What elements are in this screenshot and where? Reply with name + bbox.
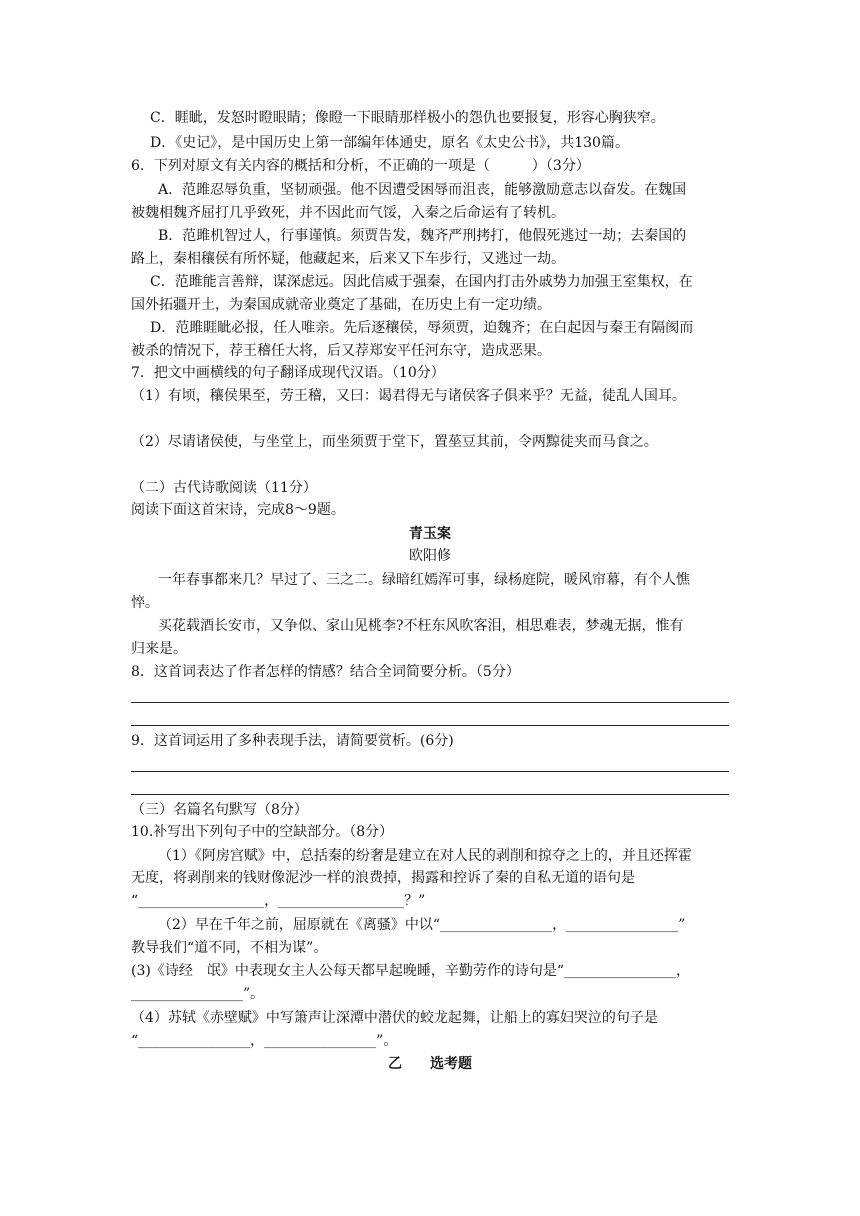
option-6d-text: D．《史记》，是中国历史上第一部编年体通史，原名《太史公书》，共130篇。 — [150, 135, 629, 151]
answer-line — [131, 725, 729, 726]
q10-item3-line1: (3)《诗经 氓》中表现女主人公每天都早起晚睡，辛勤劳作的诗句是“________________， — [131, 963, 690, 979]
answer-line — [131, 794, 729, 795]
poem-author: 欧阳修 — [409, 548, 451, 564]
answer-d-line1: D．范雎睚眦必报，任人唯亲。先后逐穰侯，辱须贾，迫魏齐；在白起因与秦王有隔阂而 — [150, 320, 694, 336]
answer-a-line1: A．范雎忍辱负重，坚韧顽强。他不因遭受困辱而沮丧，能够激励意志以奋发。在魏国 — [158, 182, 687, 198]
answer-c-line2: 国外拓疆开土，为秦国成就帝业奠定了基础，在历史上有一定功绩。 — [131, 297, 551, 313]
section-3-heading: （三）名篇名句默写（8分） — [131, 802, 308, 818]
option-6c-text: C．睚眦，发怒时瞪眼睛；像瞪一下眼睛那样极小的怨仇也要报复，形容心胸狭窄。 — [150, 110, 665, 126]
q10-item3-line2: ________________”。 — [131, 986, 265, 1002]
poem-stanza2-line2: 归来是。 — [131, 641, 187, 657]
section-2-heading: （二）古代诗歌阅读（11分） — [131, 480, 317, 496]
section-b-heading: 乙 选考题 — [388, 1056, 472, 1072]
poem-stanza1-line1: 一年春事都来几？早过了、三之二。绿暗红嫣浑可事，绿杨庭院，暖风帘幕，有个人憔 — [158, 572, 690, 588]
question-7-part1: （1）有顷，穰侯果至，劳王稽，又曰：谒君得无与诸侯客子俱来乎？无益，徒乱人国耳。 — [131, 388, 686, 404]
poem-title: 青玉案 — [409, 526, 451, 542]
q10-item1-blank: “__________________，__________________？” — [131, 893, 426, 909]
answer-c-line1: C．范雎能言善辩，谋深虑远。因此信威于强秦，在国内打击外戚势力加强王室集权，在 — [150, 274, 693, 290]
q10-item4-line1: （4）苏轼《赤壁赋》中写箫声让深潭中潜伏的蛟龙起舞，让船上的寡妇哭泣的句子是 — [131, 1010, 658, 1026]
question-8: 8．这首词表达了作者怎样的情感？结合全词简要分析。（5分） — [131, 664, 520, 680]
q10-item2-line2: 教导我们“道不同，不相为谋”。 — [131, 940, 328, 956]
q10-item4-line2: “________________，________________”。 — [131, 1033, 398, 1049]
poem-stanza1-line2: 悴。 — [131, 595, 159, 611]
answer-line — [131, 702, 729, 703]
poem-stanza2-line1: 买花载酒长安市，又争似、家山见桃李?不枉东风吹客泪，相思难表，梦魂无据，惟有 — [158, 618, 684, 634]
q10-item1-line2: 无度，将剥削来的钱财像泥沙一样的浪费掉，揭露和控诉了秦的自私无道的语句是 — [131, 870, 635, 886]
question-7: 7．把文中画横线的句子翻译成现代汉语。（10分） — [131, 365, 445, 381]
answer-line — [131, 771, 729, 772]
question-9: 9．这首词运用了多种表现手法，请简要赏析。(6分) — [131, 733, 454, 749]
question-10: 10.补写出下列句子中的空缺部分。（8分） — [131, 824, 394, 840]
answer-b-line2: 路上，秦相穰侯有所怀疑，他藏起来，后来又下车步行，又逃过一劫。 — [131, 251, 565, 267]
question-6: 6．下列对原文有关内容的概括和分析，不正确的一项是（ ）（3分） — [131, 158, 590, 174]
q10-item1-line1: （1）《阿房宫赋》中，总括秦的纷奢是建立在对人民的剥削和掠夺之上的，并且还挥霍 — [158, 848, 692, 864]
answer-d-line2: 被杀的情况下，荐王稽任大将，后又荐郑安平任河东守，造成恶果。 — [131, 343, 551, 359]
q10-item2-line1: （2）早在千年之前，屈原就在《离骚》中以“________________，________________” — [158, 917, 686, 933]
answer-a-line2: 被魏相魏齐屈打几乎致死，并不因此而气馁，入秦之后命运有了转机。 — [131, 205, 565, 221]
section-2-instruction: 阅读下面这首宋诗，完成8～9题。 — [131, 502, 345, 518]
question-7-part2: （2）尽请诸侯使，与坐堂上，而坐须贾于堂下，置莝豆其前，令两黥徒夹而马食之。 — [131, 434, 658, 450]
answer-b-line1: B．范雎机智过人，行事谨慎。须贾告发，魏齐严刑拷打，他假死逃过一劫；去秦国的 — [158, 228, 687, 244]
